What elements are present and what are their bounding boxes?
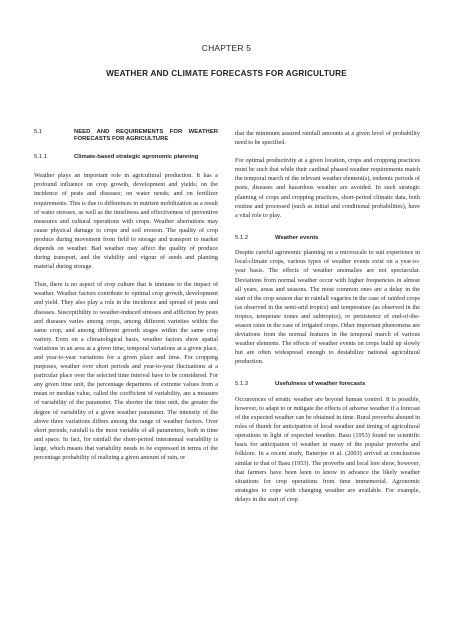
paragraph: Weather plays an important role in agricultural production. It has a profound influence on crop growth, development and yields; on the incidence of pests and diseases; on water needs; and on fertilizer requirements. This is due to differences in nutrient mobilization as a result of water stresses, as well as the timeliness and effectiveness of preventive measures and cultural operations with crops. Weather aberrations may cause physical damage to crops and soil erosion. The quality of crop produce during movement from field to storage and transport to market depends on weather. Bad weather may affect the quality of produce during transport, and the viability and vigour of seeds and planting material during storage. — [34, 172, 218, 271]
chapter-title: WEATHER AND CLIMATE FORECASTS FOR AGRICULTURE — [106, 69, 347, 78]
section-title: Usefulness of weather forecasts — [275, 381, 366, 388]
paragraph: For optimal productivity at a given location, crops and cropping practices must be such that while their cardinal phased weather requirements match the temporal march of the relevant weather element(s), endemic periods of pests, diseases and hazardous weather are avoided. In such strategic planning of crops and cropping practices, short-period climatic data, both routine and processed (such as initial and conditional probabilities), have a vital role to play. — [235, 157, 420, 219]
paragraph: Thus, there is no aspect of crop culture that is immune to the impact of weather. Weather factors contribute to optimal crop growth, development and yield. They also play a role in the incidence and spread of pests and diseases. Susceptibility to weather-induced stresses and affliction by pests and diseases varies among crops, among different varieties within the same crop, and among different growth stages within the same crop variety. Even on a climatological basis, weather factors show spatial variations in an area at a given time, temporal variations at a given place, and year-to-year variations for a given place and time. For cropping purposes, weather over short periods and year-to-year fluctuations at a particular place over the selected time interval have to be considered. For any given time unit, the percentage departures of extreme values from a mean or median value, called the coefficient of variability, are a measure of variability of the parameter. The shorter the time unit, the greater the degree of variability of a given weather parameter. The intensity of the above three variations differs among the range of weather factors. Over short periods, rainfall is the most variable of all parameters, both in time and space. In fact, for rainfall the short-period interannual variability is large, which means that variability needs to be expressed in terms of the percentage probability of realizing a given amount of rain, or — [34, 281, 218, 462]
paragraph: that the minimum assured rainfall amounts at a given level of probability need to be specified. — [235, 130, 420, 147]
paragraph: Despite careful agronomic planning on a microscale to suit experience in local-climate crops, various types of weather events exist on a year-to-year basis. The effects of weather anomalies are not spectacular. Deviations from normal weather occur with higher frequencies in almost all years, areas and seasons. The most common ones are a delay in the start of the crop season due to rainfall vagaries in the case of rainfed crops (as observed in the semi-arid tropics) and temperature (as observed in the tropics, temperate zones and subtropics), or persistence of end-of-the-season rains in the case of irrigated crops. Other important phenomena are deviations from the normal features in the temporal march of various weather elements. The effects of weather events on crops build up slowly but are often widespread enough to destabilize national agricultural production. — [235, 249, 420, 366]
paragraph: Occurrences of erratic weather are beyond human control. It is possible, however, to adapt to or mitigate the effects of adverse weather if a forecast of the expected weather can be obtained in time. Rural proverbs abound in rules of thumb for anticipation of local weather and timing of agricultural operations in light of expected weather. Basu (1953) found no scientific basis for anticipation of weather in many of the popular proverbs and folklore. In a recent study, Banerjee et al. (2003) arrived at conclusions similar to that of Basu (1953). The proverbs and local lore show, however, that farmers have been keen to know in advance the likely weather situations for crop operations from time immemorial. Agronomic strategies to cope with changing weather are available. For example, delays in the start of crop — [235, 395, 420, 503]
section-heading-5-1-1 — [34, 154, 218, 161]
left-column — [34, 129, 218, 471]
section-number: 5.1 — [34, 129, 43, 135]
chapter-label: CHAPTER 5 — [201, 43, 252, 53]
section-title: Climate-based strategic agronomic planning — [74, 153, 199, 160]
section-heading-5-1-3 — [235, 381, 420, 388]
section-title: Weather events — [275, 234, 319, 241]
section-number: 5.1.2 — [235, 234, 249, 241]
section-heading-5-1-2 — [235, 235, 420, 242]
section-heading-5-1 — [34, 129, 218, 144]
section-number: 5.1.1 — [34, 153, 48, 160]
section-title: NEED AND REQUIREMENTS FOR WEATHER FORECASTS FOR AGRICULTURE — [74, 129, 218, 143]
right-column — [235, 129, 420, 513]
section-number: 5.1.3 — [235, 381, 249, 388]
